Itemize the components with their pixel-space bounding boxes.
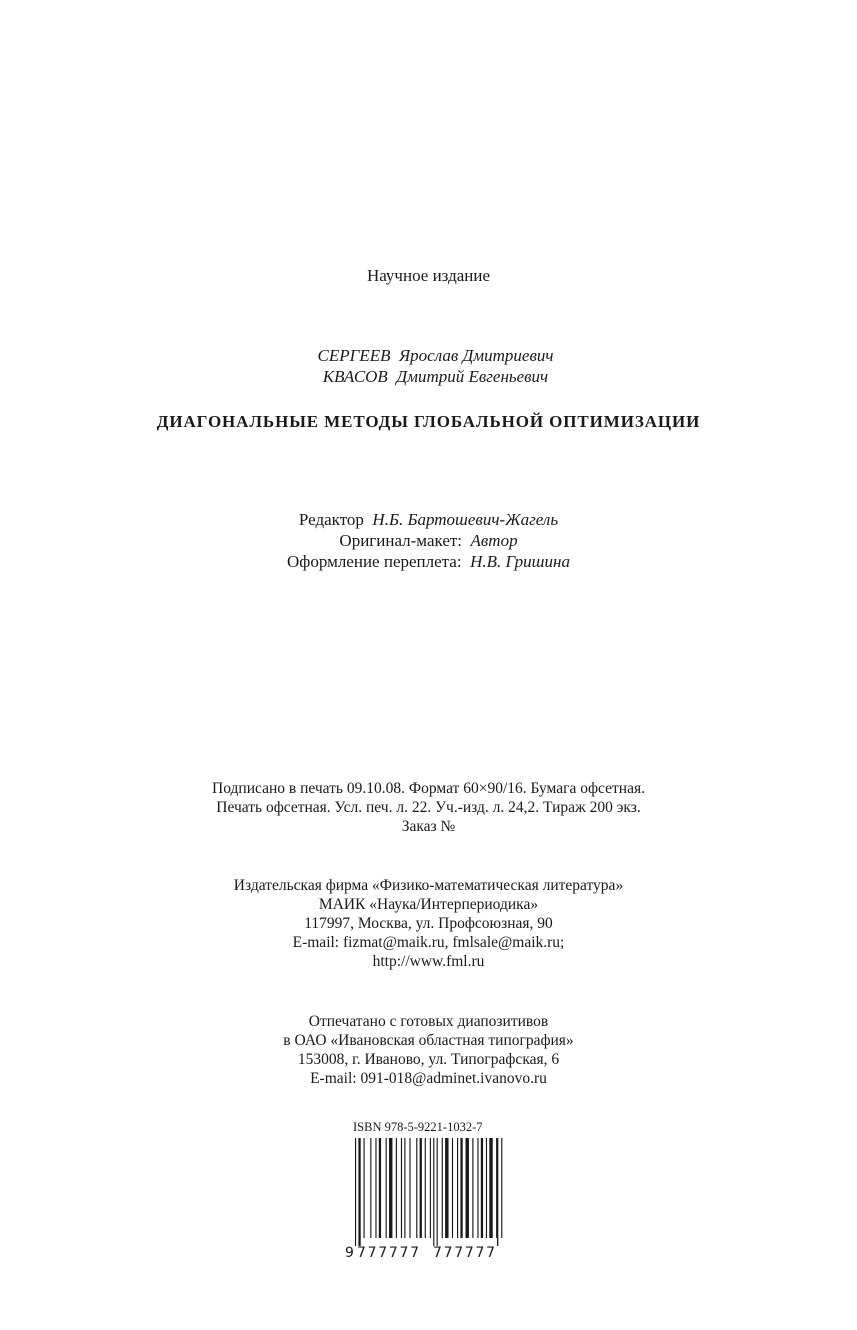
barcode-bar bbox=[420, 1138, 422, 1238]
author-surname: КВАСОВ bbox=[322, 367, 388, 386]
author-line bbox=[0, 345, 857, 366]
credit-person: Н.В. Гришина bbox=[470, 552, 570, 571]
printer-line: в ОАО «Ивановская областная типография» bbox=[283, 1032, 574, 1049]
book-title: ДИАГОНАЛЬНЫЕ МЕТОДЫ ГЛОБАЛЬНОЙ ОПТИМИЗАЦИИ bbox=[156, 412, 701, 431]
barcode-bar bbox=[404, 1138, 405, 1238]
credit-role: Оригинал-макет: bbox=[339, 531, 463, 550]
imprint-line: Печать офсетная. Усл. печ. л. 22. Уч.-изд. л. 24,2. Тираж 200 экз. bbox=[216, 799, 641, 816]
credits bbox=[0, 509, 857, 572]
barcode-bar bbox=[445, 1138, 448, 1238]
barcode-bar bbox=[401, 1138, 402, 1238]
author-surname: СЕРГЕЕВ bbox=[317, 346, 391, 365]
barcode-bar bbox=[489, 1138, 492, 1238]
credit-line bbox=[0, 530, 857, 551]
author-line bbox=[0, 366, 857, 387]
publisher-line: E-mail: fizmat@maik.ru, fmlsale@maik.ru; bbox=[292, 934, 565, 951]
barcode-bar bbox=[501, 1138, 502, 1238]
barcode-bar bbox=[481, 1138, 483, 1238]
credit-line bbox=[0, 509, 857, 530]
barcode-guard-bar bbox=[497, 1138, 498, 1246]
barcode-bar bbox=[457, 1138, 458, 1238]
barcode-bar bbox=[460, 1138, 462, 1238]
barcode-bar bbox=[452, 1138, 453, 1238]
imprint-line: Подписано в печать 09.10.08. Формат 60×90/16. Бумага офсетная. bbox=[212, 780, 645, 797]
publisher-line: 117997, Москва, ул. Профсоюзная, 90 bbox=[304, 915, 553, 932]
barcode-bar bbox=[416, 1138, 417, 1238]
credit-person: Автор bbox=[470, 531, 518, 550]
publisher-line: Издательская фирма «Физико-математическая литература» bbox=[233, 877, 624, 894]
author-name: Ярослав Дмитриевич bbox=[398, 346, 554, 365]
isbn-number: ISBN 978-5-9221-1032-7 bbox=[353, 1120, 483, 1134]
barcode-bar bbox=[370, 1138, 371, 1238]
credit-person: Н.Б. Бартошевич-Жагель bbox=[372, 510, 559, 529]
barcode-bar bbox=[433, 1138, 434, 1246]
publisher-block bbox=[0, 876, 857, 971]
barcode bbox=[345, 1138, 505, 1262]
barcode-bar bbox=[437, 1138, 438, 1246]
barcode-bar bbox=[466, 1138, 469, 1238]
credit-role: Редактор bbox=[298, 510, 364, 529]
barcode-bar bbox=[477, 1138, 478, 1238]
barcode-bar bbox=[364, 1138, 365, 1238]
barcode-bar bbox=[409, 1138, 410, 1238]
author-name: Дмитрий Евгеньевич bbox=[396, 367, 549, 386]
barcode-bar bbox=[379, 1138, 381, 1238]
barcode-first-digit: 9 bbox=[345, 1245, 354, 1261]
barcode-bar bbox=[472, 1138, 473, 1238]
barcode-bar bbox=[486, 1138, 487, 1238]
barcode-right-digits: 777777 bbox=[433, 1245, 495, 1261]
printer-line: 153008, г. Иваново, ул. Типографская, 6 bbox=[297, 1051, 560, 1068]
publisher-line: МАИК «Наука/Интерпериодика» bbox=[318, 896, 539, 913]
barcode-bar bbox=[396, 1138, 397, 1238]
credit-line bbox=[0, 551, 857, 572]
publisher-line: http://www.fml.ru bbox=[372, 953, 485, 970]
barcode-bar bbox=[386, 1138, 387, 1238]
barcode-bar bbox=[430, 1138, 431, 1238]
barcode-bars bbox=[355, 1138, 505, 1246]
barcode-bar bbox=[425, 1138, 426, 1238]
barcode-bar bbox=[355, 1138, 356, 1246]
edition-type: Научное издание bbox=[366, 266, 491, 285]
printer-block bbox=[0, 1012, 857, 1088]
printer-line: Отпечатано с готовых диапозитивов bbox=[308, 1013, 549, 1030]
imprint-block bbox=[0, 779, 857, 836]
barcode-bar bbox=[389, 1138, 392, 1238]
barcode-bar bbox=[375, 1138, 376, 1238]
printer-line: E-mail: 091-018@adminet.ivanovo.ru bbox=[310, 1070, 547, 1087]
credit-role: Оформление переплета: bbox=[287, 552, 462, 571]
barcode-bar bbox=[442, 1138, 443, 1238]
authors bbox=[0, 345, 857, 387]
barcode-bar bbox=[358, 1138, 360, 1246]
imprint-line: Заказ № bbox=[401, 818, 456, 835]
barcode-left-digits: 777777 bbox=[357, 1245, 419, 1261]
